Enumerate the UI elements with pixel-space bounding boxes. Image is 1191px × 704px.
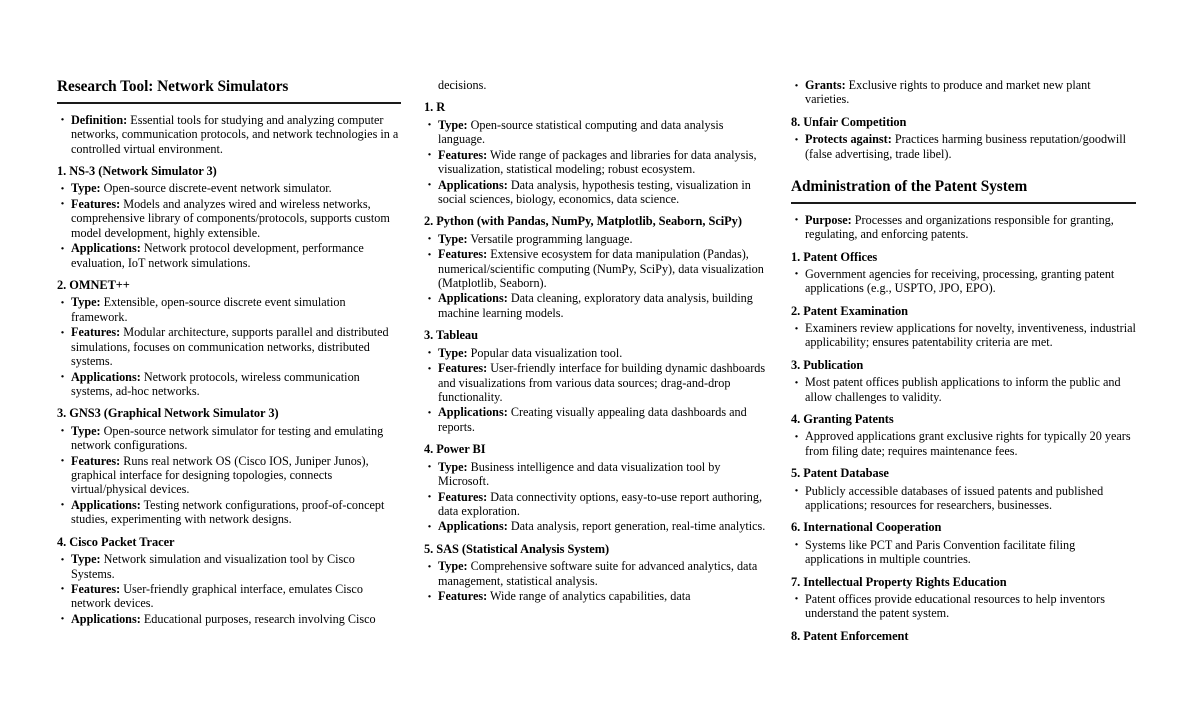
list-item-label: Type:	[71, 181, 101, 196]
list-item-label: Features:	[71, 453, 121, 468]
list-item-text: Open-source statistical computing and data analysis language.	[438, 117, 724, 147]
list-item-text: Testing network configurations, proof-of-concept studies, experimenting with network designs.	[71, 497, 385, 527]
list-item	[791, 592, 1136, 621]
list-item	[57, 498, 401, 527]
list-item-label: Type:	[71, 552, 101, 567]
page-title-column-1: Research Tool: Network Simulators	[57, 78, 289, 95]
sections-container-2	[424, 100, 768, 603]
list-item	[57, 612, 401, 626]
list-item	[424, 118, 768, 147]
section-bullet-list	[791, 267, 1136, 296]
list-item	[424, 361, 768, 404]
list-item-text: Publicly accessible databases of issued patents and published applications; resources for researchers, businesses.	[805, 483, 1104, 512]
list-item-label: Purpose:	[805, 212, 852, 227]
list-item	[424, 559, 768, 588]
section-heading: 2. OMNET++	[57, 277, 130, 292]
list-item-text: Extensive ecosystem for data manipulation (Pandas), numerical/scientific computing (NumPy, SciPy), data visualization (Matplotlib, Seaborn).	[438, 247, 764, 291]
list-item	[57, 295, 401, 324]
section-heading: 2. Python (with Pandas, NumPy, Matplotlib, Seaborn, SciPy)	[424, 214, 742, 229]
list-item-label: Features:	[71, 581, 121, 596]
list-item-text: Runs real network OS (Cisco IOS, Juniper Junos), graphical interface for designing topologies, connects virtual/physical devices.	[71, 453, 369, 497]
list-item-label: Applications:	[438, 291, 508, 306]
section-bullet-list	[791, 592, 1136, 621]
list-item-text: Systems like PCT and Paris Convention facilitate filing applications in multiple countries.	[805, 537, 1076, 567]
list-item	[791, 267, 1136, 296]
section-bullet-list	[57, 552, 401, 626]
section-bullet-list	[424, 559, 768, 603]
list-item	[791, 321, 1136, 350]
list-item-label: Type:	[438, 459, 468, 474]
section-bullet-list	[424, 232, 768, 321]
bullet-list-unfair-competition	[791, 132, 1136, 161]
list-item-text: Open-source network simulator for testing and emulating network configurations.	[71, 423, 384, 453]
list-item	[424, 460, 768, 489]
intro-bullet-list-1	[57, 113, 401, 156]
list-item-label: Applications:	[71, 369, 141, 384]
list-item-label: Applications:	[71, 611, 141, 626]
section-bullet-list	[57, 181, 401, 270]
list-item-label: Features:	[438, 247, 488, 262]
list-item-text: Popular data visualization tool.	[467, 345, 623, 360]
list-item-label: Features:	[438, 361, 488, 376]
section-heading: 1. NS-3 (Network Simulator 3)	[57, 164, 217, 179]
list-item-label: Features:	[438, 489, 488, 504]
section-bullet-list	[791, 429, 1136, 458]
list-item	[424, 589, 768, 603]
list-item	[57, 325, 401, 368]
list-item-label: Features:	[71, 325, 121, 340]
list-item	[424, 148, 768, 177]
list-item	[57, 552, 401, 581]
list-item-text: Examiners review applications for novelty, inventiveness, industrial applicability; ensures patentability criteria are met.	[805, 321, 1136, 350]
list-item-text: Approved applications grant exclusive rights for typically 20 years from filing date; requires maintenance fees.	[805, 429, 1131, 458]
column-2	[424, 0, 768, 704]
section-bullet-list	[791, 375, 1136, 404]
list-item-text: Patent offices provide educational resources to help inventors understand the patent system.	[805, 591, 1105, 621]
list-item-text: Data connectivity options, easy-to-use report authoring, data exploration.	[438, 489, 763, 518]
list-item-label: Applications:	[438, 519, 508, 534]
section-heading: 3. Tableau	[424, 328, 478, 343]
list-item	[57, 197, 401, 240]
list-item	[424, 346, 768, 360]
section-bullet-list	[424, 118, 768, 207]
intro-bullet-list-3	[791, 213, 1136, 242]
list-item-text: Creating visually appealing data dashboards and reports.	[438, 405, 747, 434]
list-item-text: User-friendly interface for building dynamic dashboards and visualizations from various data sources; drag-and-drop functionality.	[438, 361, 766, 404]
section-heading: 1. Patent Offices	[791, 249, 878, 264]
list-item	[424, 178, 768, 207]
list-item	[57, 424, 401, 453]
list-item-text: Government agencies for receiving, processing, granting patent applications (e.g., USPTO, JPO, EPO).	[805, 266, 1115, 296]
section-heading: 1. R	[424, 100, 446, 115]
list-item	[791, 538, 1136, 567]
list-item-text: Business intelligence and data visualization tool by Microsoft.	[438, 459, 721, 489]
list-item	[424, 291, 768, 320]
section-heading: 8. Patent Enforcement	[791, 628, 909, 643]
section-bullet-list	[424, 460, 768, 534]
list-item-label: Protects against:	[805, 132, 892, 147]
list-item-label: Definition:	[71, 112, 128, 127]
continued-paragraph: decisions.	[438, 78, 487, 92]
list-item-label: Features:	[438, 589, 488, 604]
list-item-label: Applications:	[438, 405, 508, 420]
section-heading: 7. Intellectual Property Rights Education	[791, 574, 1007, 589]
title-divider-1	[57, 102, 401, 104]
list-item-text: Data analysis, report generation, real-time analytics.	[507, 519, 766, 534]
section-heading: 2. Patent Examination	[791, 303, 909, 318]
list-item	[57, 181, 401, 195]
section-heading-unfair-competition: 8. Unfair Competition	[791, 114, 907, 129]
list-item	[424, 405, 768, 434]
page-title-column-3: Administration of the Patent System	[791, 178, 1028, 196]
list-item-label: Applications:	[438, 177, 508, 192]
section-bullet-list	[791, 538, 1136, 567]
list-item-text: Open-source discrete-event network simulator.	[100, 181, 332, 196]
section-heading: 4. Granting Patents	[791, 412, 894, 427]
sections-container-1	[57, 164, 401, 626]
list-item-text: Educational purposes, research involving Cisco	[140, 611, 376, 626]
list-item-text: Modular architecture, supports parallel and distributed simulations, focuses on communication networks, distributed systems.	[71, 325, 389, 369]
section-heading: 5. SAS (Statistical Analysis System)	[424, 541, 610, 556]
list-item	[791, 484, 1136, 513]
list-item-text: Wide range of analytics capabilities, data	[487, 589, 691, 604]
list-item-label: Type:	[438, 345, 468, 360]
list-item-text: Network protocols, wireless communication systems, ad-hoc networks.	[71, 369, 360, 398]
section-heading: 5. Patent Database	[791, 466, 889, 481]
section-heading: 3. Publication	[791, 357, 864, 372]
list-item-text: Network protocol development, performance evaluation, IoT network simulations.	[71, 241, 364, 270]
list-item-text: Comprehensive software suite for advanced analytics, data management, statistical analysis.	[438, 559, 758, 588]
list-item-text: User-friendly graphical interface, emulates Cisco network devices.	[71, 581, 363, 611]
list-item-label: Type:	[71, 295, 101, 310]
list-item	[57, 454, 401, 497]
list-item-text: Processes and organizations responsible for granting, regulating, and enforcing patents.	[805, 212, 1114, 242]
list-item-text: Data cleaning, exploratory data analysis, building machine learning models.	[438, 291, 753, 320]
section-bullet-list	[57, 295, 401, 398]
column-1	[57, 0, 401, 704]
top-bullet-list-3	[791, 78, 1136, 107]
list-item-text: Versatile programming language.	[467, 231, 633, 246]
section-heading: 3. GNS3 (Graphical Network Simulator 3)	[57, 406, 279, 421]
list-item	[57, 370, 401, 399]
section-bullet-list	[57, 424, 401, 527]
list-item-text: Practices harming business reputation/goodwill (false advertising, trade libel).	[805, 132, 1126, 161]
list-item-label: Type:	[438, 231, 468, 246]
list-item-text: Data analysis, hypothesis testing, visualization in social sciences, biology, economics, data science.	[438, 177, 751, 206]
list-item-text: Exclusive rights to produce and market new plant varieties.	[805, 78, 1091, 107]
section-heading: 4. Cisco Packet Tracer	[57, 534, 175, 549]
list-item-text: Essential tools for studying and analyzing computer networks, communication protocols, and network technologies in a controlled virtual environment.	[71, 112, 399, 156]
list-item	[424, 232, 768, 246]
list-item-text: Network simulation and visualization tool by Cisco Systems.	[71, 552, 355, 581]
list-item	[424, 247, 768, 290]
list-item	[57, 241, 401, 270]
section-heading: 6. International Cooperation	[791, 520, 942, 535]
title-divider-3	[791, 202, 1136, 204]
list-item-text: Wide range of packages and libraries for data analysis, visualization, statistical modeling; robust ecosystem.	[438, 147, 757, 177]
list-item-label: Type:	[71, 423, 101, 438]
sections-container-3	[791, 250, 1136, 644]
list-item	[791, 375, 1136, 404]
list-item-label: Features:	[438, 147, 488, 162]
list-item-label: Type:	[438, 117, 468, 132]
list-item-label: Applications:	[71, 241, 141, 256]
list-item-label: Features:	[71, 196, 121, 211]
section-bullet-list	[424, 346, 768, 435]
list-item	[57, 113, 401, 156]
list-item	[791, 132, 1136, 161]
list-item	[424, 519, 768, 533]
list-item	[791, 78, 1136, 107]
list-item-label: Applications:	[71, 497, 141, 512]
list-item-text: Most patent offices publish applications to inform the public and allow challenges to validity.	[805, 375, 1121, 404]
list-item	[57, 582, 401, 611]
list-item	[791, 213, 1136, 242]
list-item-label: Grants:	[805, 78, 846, 92]
list-item-text: Models and analyzes wired and wireless networks, comprehensive library of components/protocols, supports custom model development, highly extensible.	[71, 196, 390, 240]
column-3	[791, 0, 1136, 704]
list-item	[424, 490, 768, 519]
section-bullet-list	[791, 321, 1136, 350]
section-heading: 4. Power BI	[424, 442, 486, 457]
section-bullet-list	[791, 484, 1136, 513]
list-item-text: Extensible, open-source discrete event simulation framework.	[71, 295, 346, 324]
list-item-label: Type:	[438, 559, 468, 574]
list-item	[791, 429, 1136, 458]
